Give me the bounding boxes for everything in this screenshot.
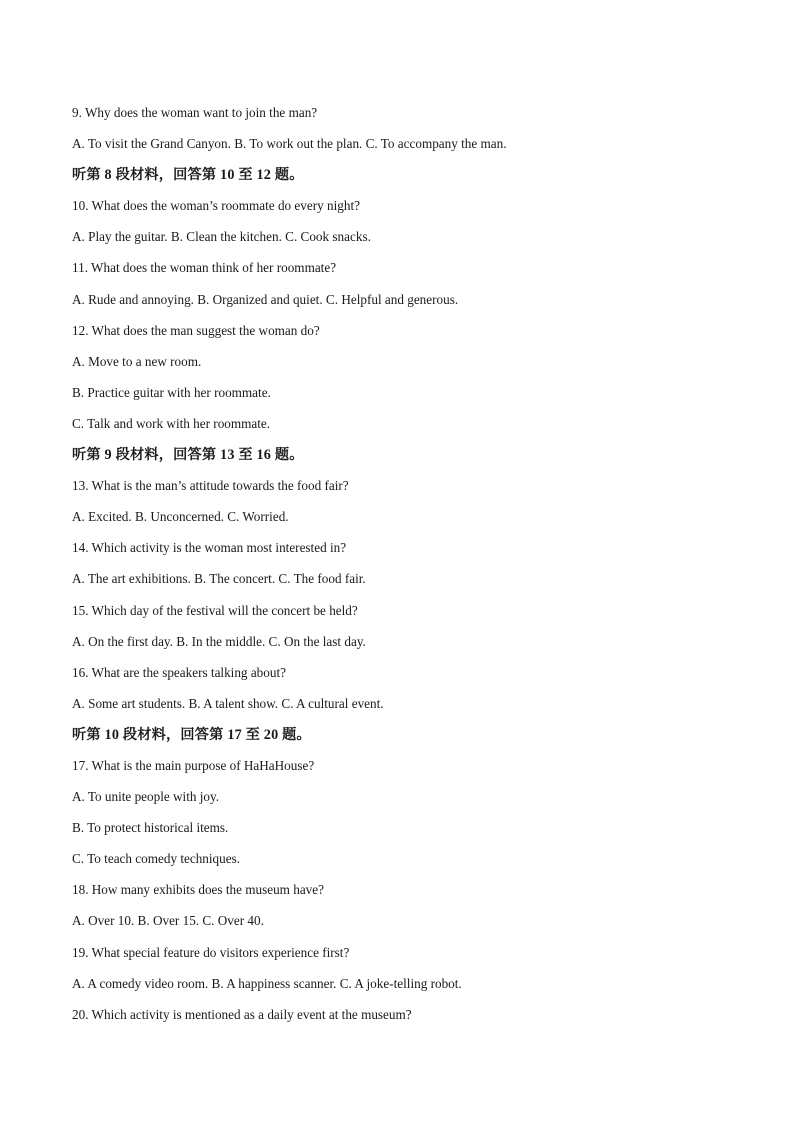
question-17: 17. What is the main purpose of HaHaHouse? <box>72 757 315 773</box>
options-9: A. To visit the Grand Canyon. B. To work out the plan. C. To accompany the man. <box>72 136 507 152</box>
question-15: 15. Which day of the festival will the concert be held? <box>72 602 358 618</box>
options-10: A. Play the guitar. B. Clean the kitchen. C. Cook snacks. <box>72 229 371 245</box>
option-17-c: C. To teach comedy techniques. <box>72 851 241 867</box>
question-13: 13. What is the man’s attitude towards the food fair? <box>72 478 349 494</box>
section-heading-8: 听第 8 段材料，回答第 10 至 12 题。 <box>72 167 304 184</box>
options-14: A. The art exhibitions. B. The concert. C. The food fair. <box>72 571 366 587</box>
question-20: 20. Which activity is mentioned as a daily event at the museum? <box>72 1006 412 1022</box>
document-page <box>72 102 732 1035</box>
options-13: A. Excited. B. Unconcerned. C. Worried. <box>72 509 289 525</box>
section-heading-10: 听第 10 段材料，回答第 17 至 20 题。 <box>72 726 311 743</box>
question-19: 19. What special feature do visitors experience first? <box>72 944 350 960</box>
options-16: A. Some art students. B. A talent show. C. A cultural event. <box>72 695 384 711</box>
option-12-b: B. Practice guitar with her roommate. <box>72 384 271 400</box>
option-12-c: C. Talk and work with her roommate. <box>72 415 271 431</box>
option-17-b: B. To protect historical items. <box>72 820 229 836</box>
question-14: 14. Which activity is the woman most interested in? <box>72 540 347 556</box>
question-11: 11. What does the woman think of her roommate? <box>72 260 337 276</box>
options-11: A. Rude and annoying. B. Organized and quiet. C. Helpful and generous. <box>72 291 459 307</box>
question-12: 12. What does the man suggest the woman do? <box>72 322 320 338</box>
option-12-a: A. Move to a new room. <box>72 353 202 369</box>
options-18: A. Over 10. B. Over 15. C. Over 40. <box>72 913 264 929</box>
question-9: 9. Why does the woman want to join the man? <box>72 105 318 120</box>
question-16: 16. What are the speakers talking about? <box>72 664 286 680</box>
question-18: 18. How many exhibits does the museum have? <box>72 882 324 898</box>
question-10: 10. What does the woman’s roommate do every night? <box>72 198 360 214</box>
section-heading-9: 听第 9 段材料，回答第 13 至 16 题。 <box>72 447 304 464</box>
options-19: A. A comedy video room. B. A happiness scanner. C. A joke-telling robot. <box>72 975 462 991</box>
options-15: A. On the first day. B. In the middle. C. On the last day. <box>72 633 366 649</box>
option-17-a: A. To unite people with joy. <box>72 789 220 805</box>
